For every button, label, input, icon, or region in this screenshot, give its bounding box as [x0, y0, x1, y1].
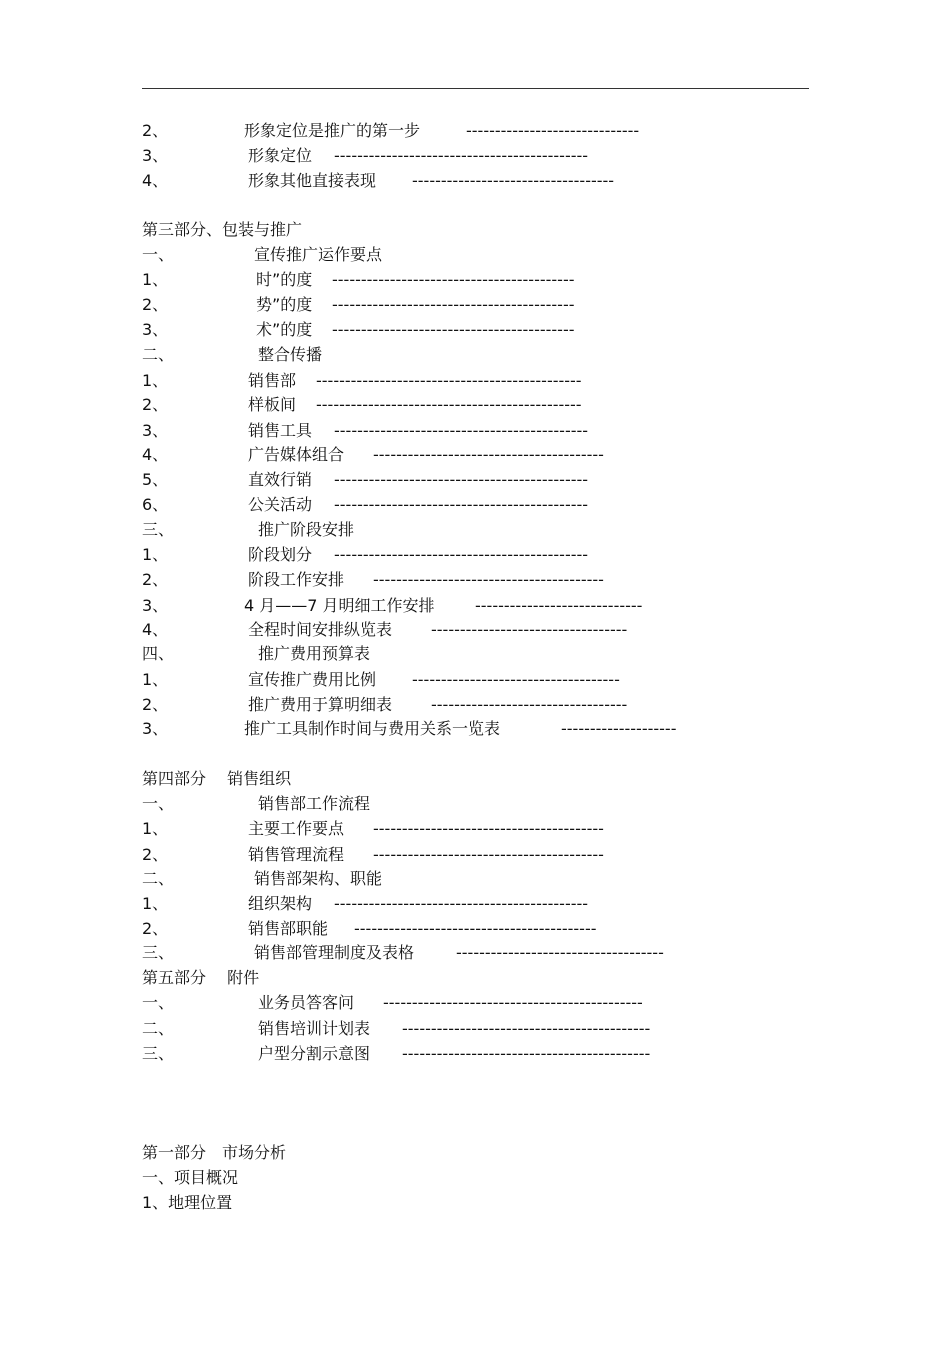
- section-title: 一、项目概况: [142, 1168, 239, 1187]
- header-rule: [142, 88, 809, 89]
- subsection-title: 1、地理位置: [142, 1193, 233, 1212]
- part-heading: 第三部分、包装与推广: [142, 220, 303, 239]
- part-heading: 第四部分 销售组织: [142, 769, 292, 788]
- part-title: 第一部分 市场分析: [142, 1143, 287, 1162]
- part-heading: 第五部分 附件: [142, 968, 260, 987]
